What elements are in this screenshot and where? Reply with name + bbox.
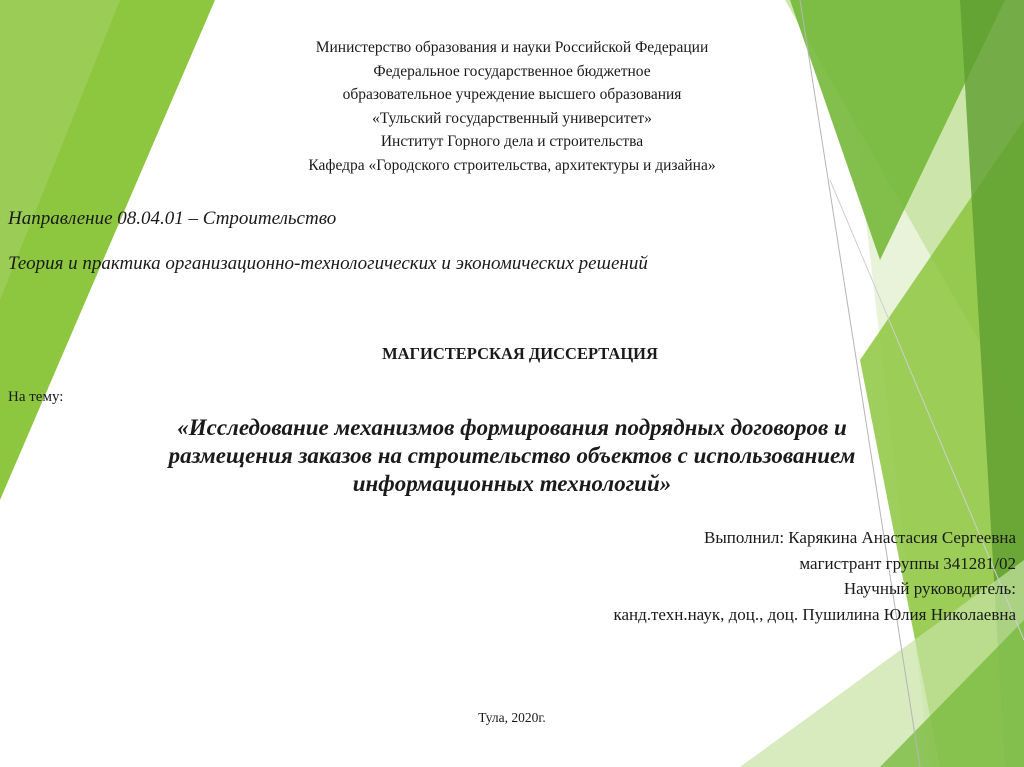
direction-line: Направление 08.04.01 – Строительство xyxy=(8,208,337,229)
header-line: Федеральное государственное бюджетное xyxy=(373,62,651,80)
title-line: «Исследование механизмов формирования подрядных договоров и xyxy=(177,415,847,440)
student-group: магистрант группы 341281/02 xyxy=(799,553,1016,573)
performed-by: Выполнил: Карякина Анастасия Сергеевна xyxy=(704,528,1016,547)
advisor-label: Научный руководитель: xyxy=(843,579,1016,598)
header-line: Кафедра «Городского строительства, архитектуры и дизайна» xyxy=(308,156,716,174)
advisor-name: канд.техн.наук, доц., доц. Пушилина Юлия Николаевна xyxy=(613,604,1016,624)
header-line: «Тульский государственный университет» xyxy=(372,109,652,127)
header-line: Институт Горного дела и строительства xyxy=(380,133,644,150)
on-topic-label: На тему: xyxy=(8,389,64,405)
header-line: образовательное учреждение высшего образования xyxy=(342,86,682,103)
city-year: Тула, 2020г. xyxy=(478,710,546,725)
title-line: размещения заказов на строительство объектов с использованием xyxy=(168,443,856,468)
thesis-title xyxy=(40,414,984,498)
credits-block xyxy=(613,525,1016,627)
title-line: информационных технологий» xyxy=(352,471,672,496)
header-line: Министерство образования и науки Российской Федерации xyxy=(315,39,709,56)
program-line: Теория и практика организационно-технологических и экономических решений xyxy=(8,253,648,274)
institution-header xyxy=(200,36,824,177)
thesis-label: МАГИСТЕРСКАЯ ДИССЕРТАЦИЯ xyxy=(382,344,658,363)
